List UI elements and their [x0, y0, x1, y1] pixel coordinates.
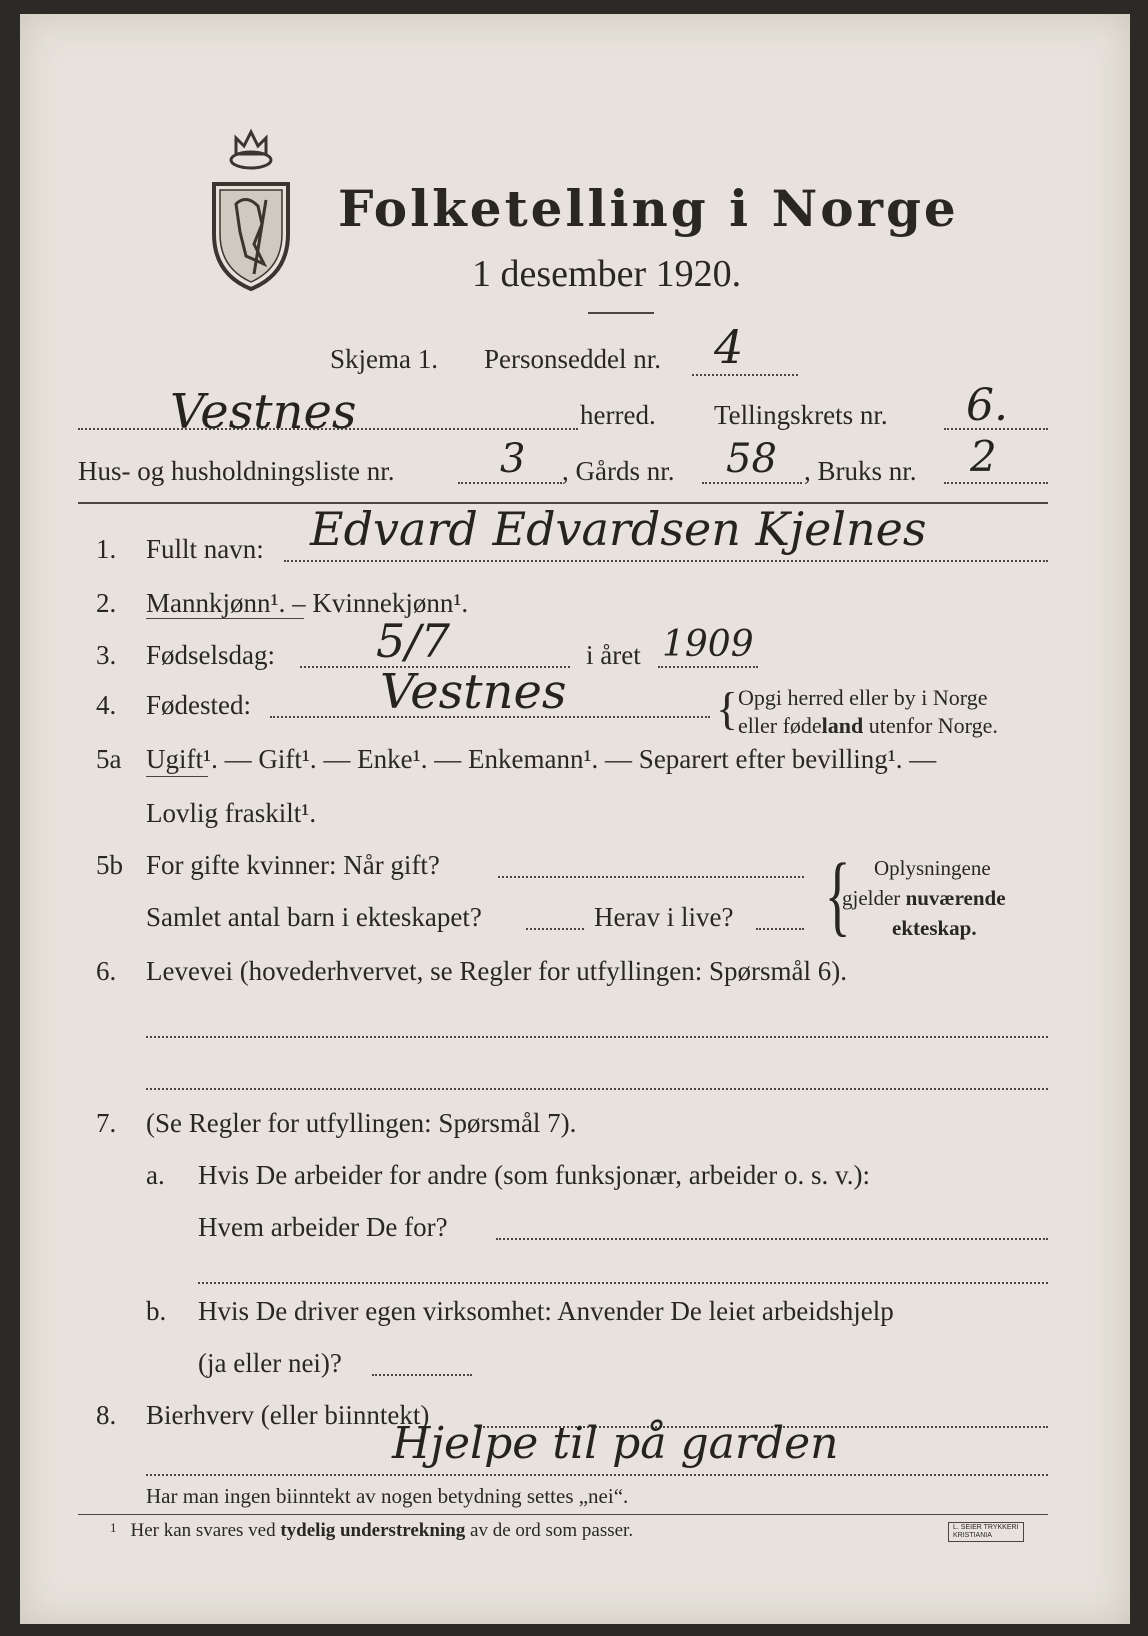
- q2-label: Mannkjønn¹. – Kvinnekjønn¹.: [146, 588, 469, 618]
- gards-line: [702, 482, 802, 484]
- q5b-ilive-line: [756, 928, 804, 930]
- q8-note: Har man ingen biinntekt av nogen betydning settes „nei“.: [146, 1484, 629, 1508]
- skjema-label: Skjema 1.: [330, 344, 438, 374]
- norway-coat-of-arms-icon: [206, 124, 296, 294]
- q3-number: 3.: [96, 640, 117, 670]
- tellingskrets-label: Tellingskrets nr.: [714, 400, 888, 430]
- q4-brace: {: [716, 683, 739, 734]
- q8-value: Hjelpe til på garden: [392, 1418, 839, 1469]
- q6-number: 6.: [96, 956, 117, 986]
- q7a-line2: Hvem arbeider De for?: [198, 1212, 448, 1242]
- footnote: [110, 1520, 633, 1542]
- q4-note-line2: [738, 712, 998, 739]
- q1-value: Edvard Edvardsen Kjelnes: [310, 502, 927, 556]
- q4-note-line2-c: utenfor Norge.: [863, 713, 998, 738]
- personseddel-line: [692, 374, 798, 376]
- q4-value: Vestnes: [380, 664, 567, 720]
- q4-note-line2-a: eller føde: [738, 713, 822, 738]
- bruks-line: [944, 482, 1048, 484]
- q4-note-line1: Opgi herred eller by i Norge: [738, 685, 988, 710]
- hus-line: [458, 482, 562, 484]
- q5a-line2: Lovlig fraskilt¹.: [146, 798, 317, 828]
- q7a-answer-line: [496, 1238, 1048, 1240]
- q3-year-value: 1909: [662, 624, 754, 665]
- q5b-barn-label: Samlet antal barn i ekteskapet?: [146, 902, 482, 932]
- q6-line2: [146, 1088, 1048, 1090]
- hus-label: Hus- og husholdningsliste nr.: [78, 456, 395, 486]
- q8-line2: [146, 1474, 1048, 1476]
- personseddel-label: Personseddel nr.: [484, 344, 661, 374]
- q8-number: 8.: [96, 1400, 117, 1430]
- q7a-line1: Hvis De arbeider for andre (som funksjonær, arbeider o. s. v.):: [198, 1160, 870, 1190]
- q7a-answer-line2: [198, 1282, 1048, 1284]
- q3-value: 5/7: [376, 614, 451, 668]
- q7b-letter: b.: [146, 1296, 167, 1326]
- footnote-rule: [78, 1514, 1048, 1515]
- q5b-note2-a: gjelder: [842, 886, 906, 910]
- q4-number: 4.: [96, 690, 117, 720]
- footnote-text-a: Her kan svares ved: [130, 1520, 281, 1541]
- form-title: Folketelling i Norge: [338, 179, 959, 238]
- q5b-line1: For gifte kvinner: Når gift?: [146, 850, 440, 880]
- q5b-note3: ekteskap.: [892, 916, 977, 940]
- q7a-letter: a.: [146, 1160, 165, 1190]
- q4-note-line2-b: land: [821, 713, 864, 738]
- q6-line1: [146, 1036, 1048, 1038]
- herred-value: Vestnes: [170, 384, 357, 440]
- footnote-text-c: av de ord som passer.: [465, 1520, 634, 1541]
- q5a-line1: Ugift¹. — Gift¹. — Enke¹. — Enkemann¹. — Separert efter bevilling¹. —: [146, 744, 937, 774]
- hus-value: 3: [500, 436, 526, 482]
- q7b-line1: Hvis De driver egen virksomhet: Anvender De leiet arbeidshjelp: [198, 1296, 894, 1326]
- q4-label: Fødested:: [146, 690, 251, 720]
- bruks-value: 2: [970, 432, 997, 481]
- q1-label: Fullt navn:: [146, 534, 264, 564]
- herred-label: herred.: [580, 400, 656, 430]
- q3-year-label: i året: [586, 640, 641, 670]
- q7b-line2: (ja eller nei)?: [198, 1348, 342, 1378]
- bruks-label: , Bruks nr.: [804, 456, 917, 486]
- q3-label: Fødselsdag:: [146, 640, 276, 670]
- q3-year-line: [658, 666, 758, 668]
- q5b-note2: [842, 886, 1006, 911]
- q2-underline-mark: [146, 618, 304, 619]
- gards-value: 58: [726, 436, 777, 482]
- q7-label: (Se Regler for utfyllingen: Spørsmål 7).: [146, 1108, 577, 1138]
- q5a-underline-mark: [146, 776, 208, 777]
- q7b-answer-line: [372, 1374, 472, 1376]
- title-divider: [588, 312, 654, 314]
- q5a-number: 5a: [96, 744, 122, 774]
- q5b-number: 5b: [96, 850, 123, 880]
- printer-stamp: L. SEIER TRYKKERI KRISTIANIA: [948, 1522, 1024, 1542]
- form-date: 1 desember 1920.: [472, 253, 742, 295]
- q1-number: 1.: [96, 534, 117, 564]
- gards-label: , Gårds nr.: [562, 456, 675, 486]
- q5b-brace: {: [824, 846, 851, 945]
- census-form-page: [20, 14, 1130, 1624]
- q5b-ilive-label: Herav i live?: [594, 902, 734, 932]
- q5b-gift-line: [498, 876, 804, 878]
- q7-number: 7.: [96, 1108, 117, 1138]
- q5b-barn-line: [526, 928, 584, 930]
- q5b-note1: Oplysningene: [874, 856, 991, 880]
- q6-label: Levevei (hovederhvervet, se Regler for utfyllingen: Spørsmål 6).: [146, 956, 848, 986]
- personseddel-value: 4: [714, 320, 744, 374]
- q2-number: 2.: [96, 588, 117, 618]
- footnote-mark: 1: [110, 1520, 117, 1535]
- q1-line: [284, 560, 1048, 562]
- q5b-note2-b: nuværende: [905, 886, 1006, 910]
- q8-label: Bierhverv (eller biinntekt): [146, 1400, 430, 1430]
- tellingskrets-value: 6.: [966, 380, 1008, 431]
- footnote-text-b: tydelig understrekning: [280, 1520, 466, 1541]
